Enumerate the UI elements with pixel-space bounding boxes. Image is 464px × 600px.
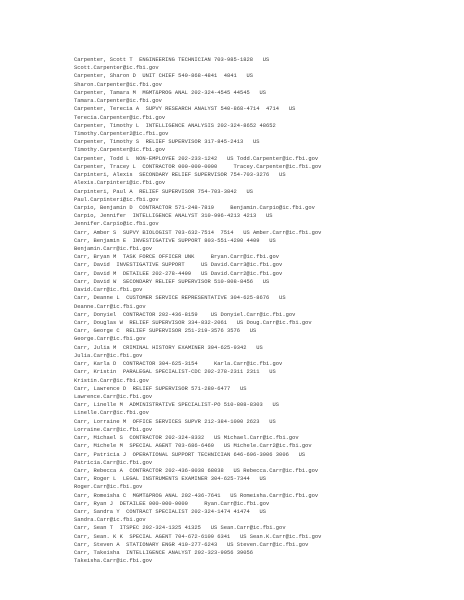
directory-line: Carr, Sean T ITSPEC 202-324-1325 41325 US Sean.Carr@ic.fbi.gov bbox=[74, 525, 286, 532]
directory-line: Carr, David M DETAILEE 202-278-4499 US David.Carr2@ic.fbi.gov bbox=[74, 270, 283, 277]
directory-line: Carr, Benjamin E INVESTIGATIVE SUPPORT 803-551-4200 4409 US bbox=[74, 237, 276, 244]
directory-line: Lawrence.Carr@ic.fbi.gov bbox=[74, 393, 153, 400]
directory-line: Carr, Michele M SPECIAL AGENT 703-686-6460 US Michele.Carr2@ic.fbi.gov bbox=[74, 443, 312, 450]
directory-line: Kristin.Carr@ic.fbi.gov bbox=[74, 377, 149, 384]
directory-line: Linelle.Carr@ic.fbi.gov bbox=[74, 410, 149, 417]
directory-line: Carpenter, Timothy S RELIEF SUPERVISOR 317-845-2413 US bbox=[74, 139, 260, 146]
directory-line: Carr, Lawrence D RELIEF SUPERVISOR 571-280-6477 US bbox=[74, 385, 247, 392]
directory-line: Benjamin.Carr@ic.fbi.gov bbox=[74, 246, 153, 253]
directory-line: Carr, Takeisha INTELLIGENCE ANALYST 202-323-9056 39056 bbox=[74, 550, 254, 557]
directory-line: Julia.Carr@ic.fbi.gov bbox=[74, 352, 143, 359]
directory-line: Carr, Lorraine M OFFICE SERVICES SUPVR 212-384-1000 2623 US bbox=[74, 418, 276, 425]
directory-line: Terecia.Carpenter@ic.fbi.gov bbox=[74, 114, 166, 121]
directory-line: Carr, Douglas W RELIEF SUPERVISOR 334-832-2061 US Doug.Carr@ic.fbi.gov bbox=[74, 320, 312, 326]
directory-line: Carr, David W SECONDARY RELIEF SUPERVISOR 510-808-8456 US bbox=[74, 278, 270, 285]
directory-line: George.Carr@ic.fbi.gov bbox=[74, 336, 146, 343]
directory-listing bbox=[74, 56, 462, 566]
directory-line: Carr, Kristin PARALEGAL SPECIALIST-CDC 202-278-2311 2311 US bbox=[74, 369, 276, 376]
directory-line: Carr, David INVESTIGATIVE SUPPORT US David.Carr3@ic.fbi.gov bbox=[74, 262, 283, 269]
directory-line: Roger.Carr@ic.fbi.gov bbox=[74, 484, 143, 491]
directory-line: Carr, Steven A STATIONARY ENGR 410-277-6243 US Steven.Carr@ic.fbi.gov bbox=[74, 541, 309, 548]
directory-line: Carr, Michael S CONTRACTOR 202-324-8332 US Michael.Carr@ic.fbi.gov bbox=[74, 435, 299, 442]
directory-line: Carr, Linelle M ADMINISTRATIVE SPECIALIST-PO 510-808-8303 US bbox=[74, 402, 280, 409]
directory-line: Tamara.Carpenter@ic.fbi.gov bbox=[74, 98, 162, 105]
directory-line: Carr, Julia M CRIMINAL HISTORY EXAMINER 304-625-9342 US bbox=[74, 344, 263, 351]
directory-line: Carpinteri, Alexis SECONDARY RELIEF SUPERVISOR 754-703-3276 US bbox=[74, 172, 286, 179]
directory-line: Sandra.Carr@ic.fbi.gov bbox=[74, 517, 146, 524]
directory-line: Carr, Deanne L CUSTOMER SERVICE REPRESENTATIVE 304-625-8676 US bbox=[74, 295, 286, 302]
directory-line: Carpenter, Terecia A SUPVY RESEARCH ANALYST 540-868-4714 4714 US bbox=[74, 106, 296, 113]
directory-line: Carr, Amber S SUPVY BIOLOGIST 703-632-7514 7514 US Amber.Carr@ic.fbi.gov bbox=[74, 229, 322, 236]
directory-line: Carpinteri, Paul A RELIEF SUPERVISOR 754-703-3842 US bbox=[74, 188, 254, 195]
directory-line: Patricia.Carr@ic.fbi.gov bbox=[74, 459, 153, 466]
directory-line: Carpenter, Todd L NON-EMPLOYEE 202-233-1242 US Todd.Carpenter@ic.fbi.gov bbox=[74, 155, 319, 162]
directory-line: Takeisha.Carr@ic.fbi.gov bbox=[74, 558, 153, 565]
directory-line: Carpio, Benjamin D CONTRACTOR 571-248-7819 Benjamin.Carpio@ic.fbi.gov bbox=[74, 204, 315, 211]
directory-line: Carr, Patricia J OPERATIONAL SUPPORT TECHNICIAN 646-696-3006 3006 US bbox=[74, 451, 306, 458]
directory-line: Carpenter, Scott T ENGINEERING TECHNICIAN 703-985-1828 US bbox=[74, 57, 270, 63]
directory-line: Carpio, Jennifer INTELLIGENCE ANALYST 310-996-4213 4213 US bbox=[74, 213, 273, 220]
directory-line: Lorraine.Carr@ic.fbi.gov bbox=[74, 426, 153, 433]
directory-line: Carr, Roger L LEGAL INSTRUMENTS EXAMINER 304-625-7344 US bbox=[74, 476, 267, 483]
directory-line: Carpenter, Sharon D UNIT CHIEF 540-868-4841 4841 US bbox=[74, 73, 254, 80]
directory-line: Timothy.Carpenter@ic.fbi.gov bbox=[74, 147, 166, 154]
directory-line: Carr, Donyiel CONTRACTOR 202-436-8159 US Donyiel.Carr@ic.fbi.gov bbox=[74, 311, 296, 318]
directory-line: David.Carr@ic.fbi.gov bbox=[74, 287, 143, 294]
directory-line: Carr, Bryan M TASK FORCE OFFICER UNK Bryan.Carr@ic.fbi.gov bbox=[74, 254, 280, 261]
directory-line: Deanne.Carr@ic.fbi.gov bbox=[74, 303, 146, 310]
directory-line: Alexis.Carpinteri@ic.fbi.gov bbox=[74, 180, 166, 187]
directory-line: Jennifer.Carpio@ic.fbi.gov bbox=[74, 221, 159, 228]
directory-line: Carr, Rebecca A CONTRACTOR 202-436-8038 68038 US Rebecca.Carr@ic.fbi.gov bbox=[74, 467, 319, 474]
directory-line: Carr, Sean. K K SPECIAL AGENT 704-672-6100 6341 US Sean.K.Carr@ic.fbi.gov bbox=[74, 533, 322, 540]
directory-line: Carr, Ryan J DETAILEE 000-000-0000 Ryan.Carr@ic.fbi.gov bbox=[74, 500, 270, 507]
directory-line: Scott.Carpenter@ic.fbi.gov bbox=[74, 65, 159, 72]
directory-line: Carr, Karla D CONTRACTOR 304-625-3154 Karla.Carr@ic.fbi.gov bbox=[74, 361, 283, 368]
directory-line: Timothy.Carpenter2@ic.fbi.gov bbox=[74, 130, 169, 137]
directory-line: Carr, Sandra Y CONTRACT SPECIALIST 202-324-1474 41474 US bbox=[74, 509, 267, 516]
directory-line: Carr, George C RELIEF SUPERVISOR 251-219-3576 3576 US bbox=[74, 328, 257, 335]
directory-line: Carpenter, Timothy L INTELLIGENCE ANALYSIS 202-324-8652 48652 bbox=[74, 122, 276, 129]
directory-line: Paul.Carpinteri@ic.fbi.gov bbox=[74, 196, 159, 203]
directory-line: Carpenter, Tracey L CONTRACTOR 000-000-0000 Tracey.Carpenter@ic.fbi.gov bbox=[74, 163, 322, 170]
directory-line: Carr, Romeisha C MGMT&PROG ANAL 202-436-7641 US Romeisha.Carr@ic.fbi.gov bbox=[74, 492, 319, 499]
directory-line: Sharon.Carpenter@ic.fbi.gov bbox=[74, 81, 162, 88]
directory-line: Carpenter, Tamara M MGMT&PROG ANAL 202-324-4545 44545 US bbox=[74, 89, 267, 96]
